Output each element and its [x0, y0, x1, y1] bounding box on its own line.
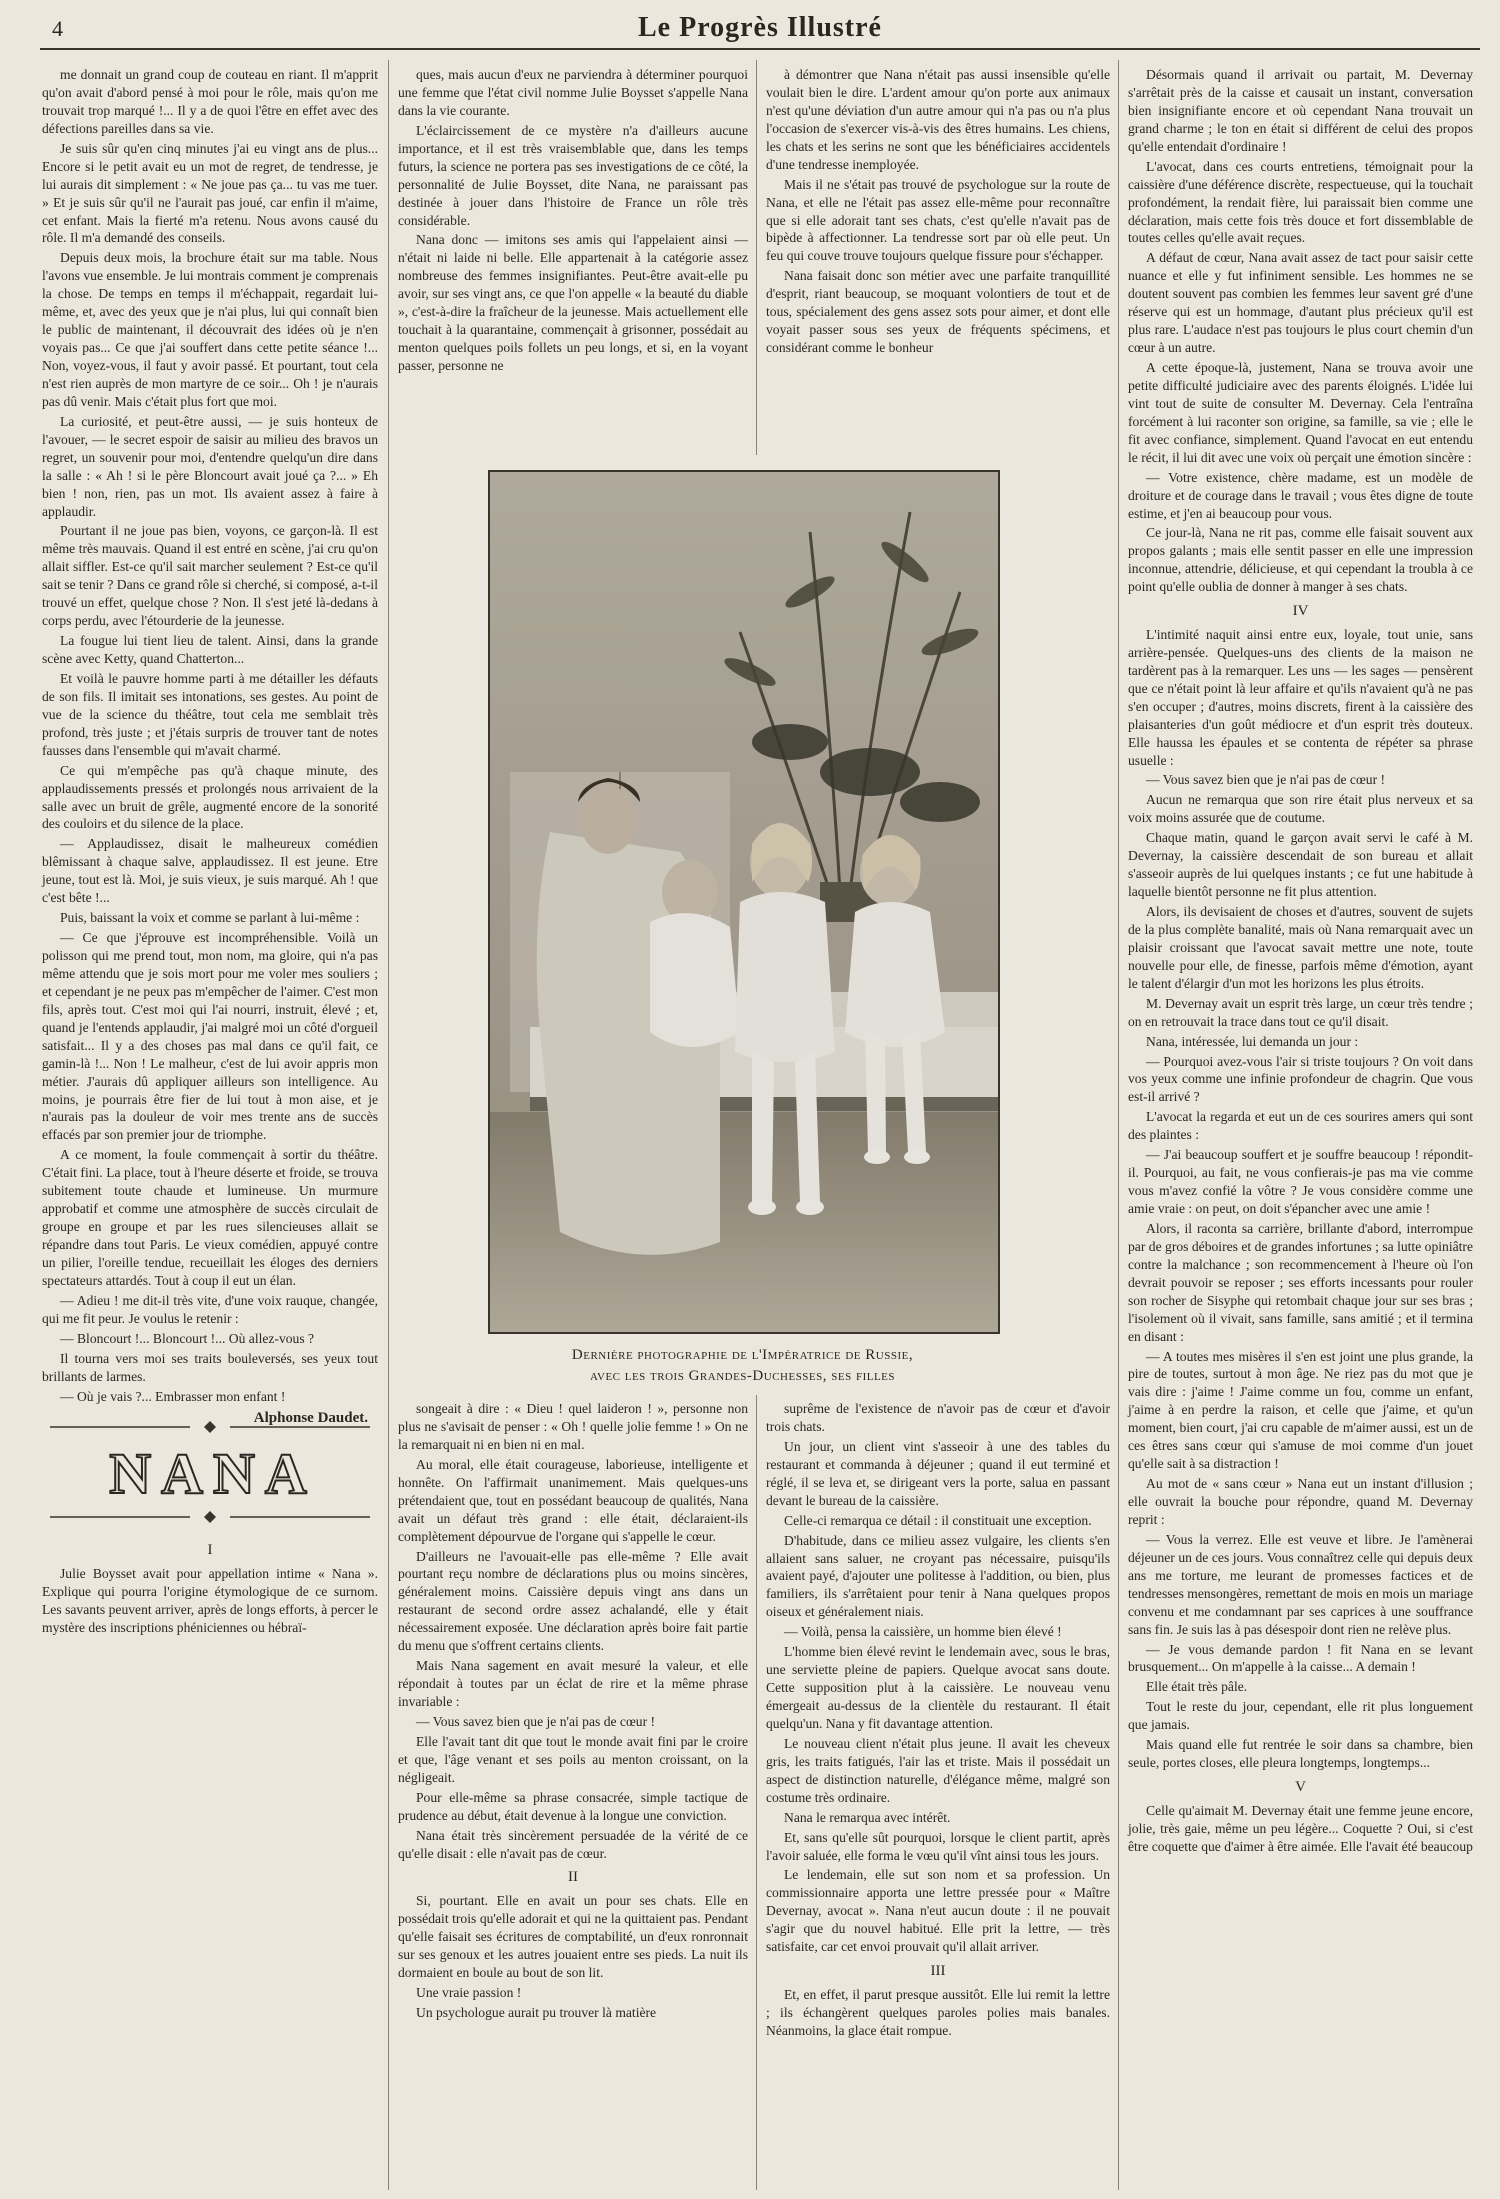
column-rule: [756, 1395, 757, 2190]
paragraph: L'avocat, dans ces courts entretiens, témoignait pour la caissière d'une déférence discrète, respectueuse, qui la touchait profondément, la rendait fière, lui paraissait bien comme une déclaration, mais cette fois très douce et fort dissemblable de toutes celles qu'elle avait reçues.: [1128, 158, 1473, 246]
paragraph: Pourtant il ne joue pas bien, voyons, ce garçon-là. Il est même très mauvais. Quand il est entré en scène, j'ai cru qu'on allait siffler. Est-ce qu'il sait marcher seulement ? Est-ce qu'il sait se tenir ? Dans ce grand rôle si cherché, si composé, a-t-il trouvé un effet, quelque chose ? Non. Il s'est jeté là-dedans à corps perdu, avec l'étourderie de la jeunesse.: [42, 523, 378, 629]
page-header: [40, 10, 1480, 50]
photo-caption: [470, 1345, 1015, 1387]
paragraph: — Bloncourt !... Bloncourt !... Où allez-vous ?: [60, 1330, 315, 1346]
paragraph: La fougue lui tient lieu de talent. Ainsi, dans la grande scène avec Ketty, quand Chatterton...: [42, 633, 378, 666]
paragraph: suprême de l'existence de n'avoir pas de cœur et d'avoir trois chats.: [766, 1401, 1110, 1434]
paragraph: Ce jour-là, Nana ne rit pas, comme elle faisait souvent aux propos galants ; mais elle sentit passer en elle une impression inconnue, attendrie, délicieuse, et qui cependant la troubla à ce point qu'elle oublia de donner à manger à ses chats.: [1128, 525, 1473, 595]
paragraph: Désormais quand il arrivait ou partait, M. Devernay s'arrêtait près de la caisse et causait un instant, conversation bien insignifiante encore et où cependant Nana trouvait un grand charme ; le ton en était si différent de celui des propos qu'elle entendait d'ordinaire !: [1128, 67, 1473, 154]
paragraph: — A toutes mes misères il s'en est joint une plus grande, la pire de toutes, surtout à mon âge. Ne riez pas du mot que je vais dire : j'aime ! J'aime comme un fou, comme un enfant, j'aime à en perdre la raison, et celle que j'aime, et qu'un moment, bien court, j'ai cru capable de m'aimer aussi, est un de ces êtres sans cœur qui s'amuse de moi comme d'un jouet qu'elle sait à sa distraction !: [1128, 1348, 1473, 1472]
paragraph: A cette époque-là, justement, Nana se trouva avoir une petite difficulté judiciaire avec des parents éloignés. L'idée lui vint tout de suite de consulter M. Devernay. Cela l'entraîna forcément à lui raconter son origine, sa famille, sa vie ; elle le fit avec confiance, simplement. Quand l'avocat en eut entendu le récit, il lui dit avec une voix où perçait une émotion sincère :: [1128, 360, 1473, 465]
column-rule: [388, 60, 389, 2190]
paragraph: songeait à dire : « Dieu ! quel laideron ! », personne non plus ne s'avisait de penser : « Oh ! quelle jolie femme ! » On ne la remarquait ni en bien ni en mal.: [398, 1401, 748, 1452]
paragraph: D'ailleurs ne l'avouait-elle pas elle-même ? Elle avait pourtant reçu nombre de déclarations plus ou moins sincères, généralement moins. Caissière depuis vingt ans dans un restaurant de second ordre assez achalandé, elle y était nécessairement exposée. Une déclaration après boire fait partie du menu que s'offrent certains clients.: [398, 1548, 748, 1654]
article-column-nana-3-bottom: [766, 1400, 1110, 2190]
caption-line-2: avec les trois Grandes-Duchesses, ses filles: [589, 1368, 896, 1384]
paragraph: — Vous savez bien que je n'ai pas de cœur !: [416, 1713, 656, 1729]
photograph-empress-and-daughters: [488, 470, 1000, 1334]
paragraph: Une vraie passion !: [416, 1984, 522, 2000]
paragraph: Pour elle-même sa phrase consacrée, simple tactique de prudence au début, était devenue à la longue une conviction.: [398, 1789, 748, 1823]
article-column-nana-2-bottom: [398, 1400, 748, 2190]
paragraph: D'habitude, dans ce milieu assez vulgaire, les clients s'en allaient sans saluer, ne croyant pas nécessaire, puisqu'ils avaient payé, d'ajouter une politesse à l'addition, ou bien, plus familiers, ils s'arrêtaient pour tenir à Nana quelques propos oiseux et généralement niais.: [766, 1532, 1110, 1620]
paragraph: à démontrer que Nana n'était pas aussi insensible qu'elle voulait bien le dire. L'ardent amour qu'on porte aux animaux n'est qu'une déviation d'un autre amour qui n'a pas ou n'a plus l'occasion de s'exercer vis-à-vis des êtres humains. Les chiens, les chats et les serins ne sont que les bénéficiaires accidentels d'une tendresse inemployée.: [766, 67, 1110, 172]
paragraph: Nana donc — imitons ses amis qui l'appelaient ainsi — n'était ni laide ni belle. Elle appartenait à la catégorie assez nombreuse des femmes insignifiantes. Peut-être avait-elle pu avoir, sur ses vingt ans, ce que l'on appelle « la beauté du diable », c'est-à-dire la fraîcheur de la jeunesse. Mais actuellement elle touchait à la quarantaine, commençait à grisonner, possédait au menton quelques poils follets un peu longs, et si, en la voyant passer, personne ne: [398, 232, 748, 373]
paragraph: — Voilà, pensa la caissière, un homme bien élevé !: [784, 1624, 1062, 1640]
paragraph: Mais quand elle fut rentrée le soir dans sa chambre, bien seule, portes closes, elle pleura longtemps, longtemps...: [1128, 1737, 1473, 1771]
paragraph: M. Devernay avait un esprit très large, un cœur très tendre ; on en retrouvait la trace dans tout ce qu'il disait.: [1128, 995, 1473, 1029]
paragraph: Il tourna vers moi ses traits bouleversés, ses yeux tout brillants de larmes.: [42, 1350, 378, 1384]
paragraph: Tout le reste du jour, cependant, elle rit plus longuement que jamais.: [1128, 1699, 1473, 1733]
paragraph: Nana le remarqua avec intérêt.: [784, 1809, 951, 1825]
paragraph: Mais il ne s'était pas trouvé de psychologue sur la route de Nana, et elle ne l'était pas assez elle-même pour reconnaître que si elle adorait tant ses chats, c'est qu'elle n'avait pas de bipède à affectionner. La tendresse sort par où elle peut. Un feu qui couve trouve toujours quelque fissure pour s'échapper.: [766, 176, 1110, 264]
masthead-title: Le Progrès Illustré: [638, 12, 882, 43]
article-column-daudet: [42, 66, 378, 1427]
paragraph: Celle-ci remarqua ce détail : il constituait une exception.: [784, 1512, 1092, 1528]
paragraph: La curiosité, et peut-être aussi, — je suis honteux de l'avouer, — le secret espoir de saisir au milieu des bravos un regret, un souvenir pour moi, d'entendre quelqu'un dire dans la salle : « Ah ! si le père Bloncourt avait joué ça ?... » Eh bien ! non, rien, pas un mot. Ils avaient assez à faire à applaudir.: [42, 413, 378, 519]
section-number: IV: [1292, 603, 1309, 620]
paragraph: — Pourquoi avez-vous l'air si triste toujours ? On voit dans vos yeux comme une infinie profondeur de chagrin. Que vous est-il arrivé ?: [1128, 1053, 1473, 1105]
paragraph: L'homme bien élevé revint le lendemain avec, sous le bras, une serviette pleine de papiers. Quelque avocat sans doute. Cette supposition plut à la caissière. Le nouveau venu émergeait au-dessus de la clientèle du restaurant. Il était quelqu'un. Nana y fit davantage attention.: [766, 1644, 1110, 1731]
paragraph: Elle était très pâle.: [1146, 1679, 1248, 1695]
paragraph: L'éclaircissement de ce mystère n'a d'ailleurs aucune importance, et il est très vraisemblable que, dans les temps futurs, la science ne portera pas ses investigations de ce côté, la personnalité de Julie Boysset, dite Nana, ne paraissant pas destinée à jouer dans l'histoire de France un rôle très considérable.: [398, 122, 748, 228]
paragraph: ques, mais aucun d'eux ne parviendra à déterminer pourquoi une femme que l'état civil nomme Julie Boysset s'appelle Nana dans la vie courante.: [398, 67, 748, 118]
ornamental-divider: [40, 1510, 380, 1524]
paragraph: Au moral, elle était courageuse, laborieuse, intelligente et honnête. On l'affirmait unanimement. Mais quelques-uns prétendaient que, tout en possédant beaucoup de qualités, Nana avait un défaut très grand : elle était, déclaraient-ils complètement dépourvue de l'organe qui s'appelle le cœur.: [398, 1456, 748, 1544]
nana-title: NANA: [109, 1441, 317, 1506]
paragraph: Un psychologue aurait pu trouver là matière: [416, 2004, 657, 2020]
column-rule: [756, 60, 757, 455]
caption-line-1: Dernière photographie de l'Impératrice de Russie,: [571, 1347, 914, 1363]
paragraph: — Où je vais ?... Embrasser mon enfant !: [60, 1388, 286, 1404]
article-column-nana-4: [1128, 66, 1473, 2191]
article-column-nana-3: [766, 66, 1110, 451]
paragraph: Et voilà le pauvre homme parti à me détailler les défauts de son fils. Il imitait ses intonations, ses gestes. Au point de vue de la science du théâtre, tout cela me semblait très profond, très juste ; et j'étais surpris de trouver tant de notes fausses dans l'ensemble qui m'avait charmé.: [42, 670, 378, 758]
paragraph: Et, en effet, il parut presque aussitôt. Elle lui remit la lettre ; ils échangèrent quelques paroles polies mais banales. Néanmoins, la glace était rompue.: [766, 1986, 1110, 2038]
paragraph: L'avocat la regarda et eut un de ces sourires amers qui sont des plaintes :: [1128, 1109, 1473, 1143]
paragraph: Si, pourtant. Elle en avait un pour ses chats. Elle en possédait trois qu'elle adorait et qui ne la quittaient pas. Pendant qu'elle faisait ses écritures de comptabilité, un d'eux ronronnait sur ses genoux et les autres jouaient entre ses pieds. La nuit ils dormaient en boule au bout de son lit.: [398, 1893, 748, 1980]
paragraph: — Ce que j'éprouve est incompréhensible. Voilà un polisson qui me prend tout, mon nom, ma gloire, qui n'a pas même attendu que je sois mort pour me voler mes souliers ; et cependant je ne peux pas m'empêcher de l'aimer. C'est mon fils, après tout. C'est moi qui l'ai nourri, instruit, élevé ; et, quand je l'entends applaudir, j'ai malgré moi un côté d'orgueil satisfait... Il y a des choses pas mal dans ce qu'il fait, ce gamin-là !... Non ! Le malheur, c'est de lui avoir appris mon métier. J'aurais dû appliquer ailleurs son intelligence. Au moins, je pourrais être fier de lui tout à mon aise, et je n'aurais pas la douleur de voir mes trente ans de succès effacés par son premier jour de triomphe.: [42, 930, 378, 1143]
paragraph: L'intimité naquit ainsi entre eux, loyale, tout unie, sans arrière-pensée. Quelques-uns des clients de la maison ne tardèrent pas à la remarquer. Les uns — les sages — pensèrent que ce n'était point là leur affaire et qu'ils n'avaient qu'à ne pas s'en occuper ; d'autres, moins discrets, firent à la caissière des plaisanteries d'un goût médiocre et d'un esprit très douteux. Elle haussa les épaules et se contenta de répéter sa phrase usuelle :: [1128, 626, 1473, 768]
paragraph: Nana faisait donc son métier avec une parfaite tranquillité d'esprit, riant beaucoup, se moquant volontiers de tout et de tous, spécialement des gens assez sots pour aimer, et dont elle voyait passer sous ses yeux de fréquents spécimens, et considérant comme le bonheur: [766, 268, 1110, 356]
paragraph: Mais Nana sagement en avait mesuré la valeur, et elle répondait à toutes par un éclat de rire et la même phrase invariable :: [398, 1658, 748, 1709]
paragraph: Julie Boysset avait pour appellation intime « Nana ». Explique qui pourra l'origine étymologique de ce surnom. Les savants peuvent arriver, après de longs efforts, à percer le mystère des inscriptions phéniciennes ou hébraï-: [42, 1565, 378, 1635]
paragraph: — Vous la verrez. Elle est veuve et libre. Je l'amènerai déjeuner un de ces jours. Vous connaîtrez celle qui depuis deux ans me torture, me leurant de promesses factices et de tendresses mensongères, remettant de mois en mois un mariage convenu et me condamnant par ses caprices à une souffrance sans fin. Je suis las à pas désespoir dont rien ne relève plus.: [1128, 1531, 1473, 1637]
section-number: III: [930, 1963, 946, 1980]
nana-intro-block: [42, 1535, 378, 1655]
paragraph: Alors, ils devisaient de choses et d'autres, souvent de sujets de la plus complète banalité, mais où Nana remarquait avec un plaisir croissant que l'avocat savait mettre une note, toute nouvelle pour elle, de finesse, parfois même d'émotion, ayant le talent d'élargir d'un mot les horizons les plus étroits.: [1128, 904, 1473, 991]
article-column-nana-2: [398, 66, 748, 451]
paragraph: Nana, intéressée, lui demanda un jour :: [1146, 1033, 1359, 1049]
paragraph: — Votre existence, chère madame, est un modèle de droiture et de courage dans le travail ; vous êtes digne de toute estime, et j'en ai beaucoup pour vous.: [1128, 469, 1473, 521]
paragraph: A défaut de cœur, Nana avait assez de tact pour saisir cette nuance et elle y fut infiniment sensible. Les hommes ne se doutent souvent pas combien les femmes leur savent gré d'une réserve qui est un hommage, d'autant plus précieux qu'il est plus rare. L'audace n'est pas toujours le plus court chemin d'un cœur à un autre.: [1128, 250, 1473, 356]
page-number: 4: [52, 16, 63, 41]
paragraph: Depuis deux mois, la brochure était sur ma table. Nous l'avons vue ensemble. Je lui montrais comment je comprenais la chose. De temps en temps il m'échappait, regardait lui-même, et, avec des yeux que je n'ai plus, lui qui connaît bien le public de maintenant, il découvrait des idées où je n'en voyais pas... Ce que j'ai souffert dans cette petite séance !... Non, voyez-vous, il faut y avoir passé. Et pourtant, tout cela n'est rien auprès de mon martyre de ce soir... Oh ! je n'aurais pas dû venir. Mais c'était plus fort que moi.: [42, 250, 378, 409]
paragraph: — Applaudissez, disait le malheureux comédien blêmissant à chaque salve, applaudissez. Il est jeune. Etre jeune, tout est là. Moi, je suis vieux, je suis marqué. Ah ! que c'est bête !...: [42, 836, 378, 906]
paragraph: Et, sans qu'elle sût pourquoi, lorsque le client partit, après l'avoir saluée, elle forma le vœu qu'il vînt ainsi tous les jours.: [766, 1829, 1110, 1863]
paragraph: Au mot de « sans cœur » Nana eut un instant d'illusion ; elle ouvrait la bouche pour répondre, quand M. Devernay reprit :: [1128, 1476, 1473, 1527]
paragraph: Je suis sûr qu'en cinq minutes j'ai eu vingt ans de plus... Encore si le petit avait eu un mot de regret, de tendresse, je lui aurais dit simplement : « Ne joue pas ça... tu vas me tuer. » Et je suis sûr qu'il ne l'aurait pas joué, car enfin il m'aime, cet enfant. Mais la fierté m'a retenu. Nous avons causé du rôle. Il m'a demandé des conseils.: [42, 140, 378, 246]
paragraph: A ce moment, la foule commençait à sortir du théâtre. C'était fini. La place, tout à l'heure déserte et froide, se trouva subitement toute chaude et lumineuse. Un murmure approbatif et comme une atmosphère de succès circulait de groupe en groupe et par les rues silencieuses allait se répandre dans tout Paris. Le vieux comédien, appuyé contre un pilier, l'oreille tendue, recueillait les éloges des derniers spectateurs attardés. Tout à coup il eut un élan.: [42, 1147, 378, 1288]
paragraph: Alors, il raconta sa carrière, brillante d'abord, interrompue par de gros déboires et de grandes infortunes ; sa lutte opiniâtre contre la malchance ; son recommencement à l'heure où l'on devrait pouvoir se reposer ; ses efforts incessants pour rouler son rocher de Sisyphe qui retombait chaque jour sur ses bras ; l'isolement où il vivait, sans famille, sans amitié ; et il termina en disant :: [1128, 1220, 1473, 1344]
paragraph: Nana était très sincèrement persuadée de la vérité de ce qu'elle disait : elle n'avait pas de cœur.: [398, 1827, 748, 1861]
paragraph: Celle qu'aimait M. Devernay était une femme jeune encore, jolie, très gaie, même un peu légère... Coquette ? Oui, si c'est être coquette que d'aimer à être aimée. Elle l'avait été beaucoup: [1128, 1802, 1473, 1854]
paragraph: Un jour, un client vint s'asseoir à une des tables du restaurant et commanda à déjeuner ; quand il eut terminé et réglé, il se leva et, se dirigeant vers la porte, salua en passant devant le bureau de la caissière.: [766, 1438, 1110, 1508]
photo-illustration: [490, 472, 998, 1332]
paragraph: — J'ai beaucoup souffert et je souffre beaucoup ! répondit-il. Pourquoi, au fait, ne vous confierais-je pas ma vie comme vous m'avez confié la vôtre ? Je vous considère comme une amie vraie : on peut, on doit s'épancher avec une amie !: [1128, 1147, 1473, 1217]
paragraph: me donnait un grand coup de couteau en riant. Il m'apprit qu'on avait d'abord pensé à moi pour le rôle, mais qu'on me trouvait trop marqué !... Il y a de quoi l'être en effet avec des défections pareilles dans sa vie.: [42, 67, 378, 136]
paragraph: Le lendemain, elle sut son nom et sa profession. Un commissionnaire apporta une lettre pressée pour « Maître Devernay, avocat ». Nana n'eut aucun doute : il ne pouvait s'agir que du nouvel habitué. Elle prit la lettre, — très satisfaite, car cet envoi prouvait qu'il allait arriver.: [766, 1867, 1110, 1955]
paragraph: — Adieu ! me dit-il très vite, d'une voix rauque, changée, qui me fit peur. Je voulus le retenir :: [42, 1292, 378, 1326]
paragraph: Puis, baissant la voix et comme se parlant à lui-même :: [60, 910, 360, 926]
paragraph: — Vous savez bien que je n'ai pas de cœur !: [1146, 772, 1386, 788]
section-number: I: [207, 1542, 213, 1558]
paragraph: Le nouveau client n'était plus jeune. Il avait les cheveux gris, les traits fatigués, l'air las et triste. Mais il possédait un aspect de distinction naturelle, d'élégance même, malgré son costume très ordinaire.: [766, 1735, 1110, 1805]
paragraph: Chaque matin, quand le garçon avait servi le café à M. Devernay, la caissière descendait de son bureau et allait s'asseoir auprès de lui quelques instants ; ce fut une habitude à laquelle bientôt personne ne fit plus attention.: [1128, 830, 1473, 900]
section-number: V: [1295, 1779, 1306, 1796]
section-number: II: [568, 1869, 578, 1886]
paragraph: — Je vous demande pardon ! fit Nana en se levant brusquement... On m'appelle à la caisse... A demain !: [1128, 1641, 1473, 1675]
author-signature: Alphonse Daudet.: [253, 1410, 368, 1427]
ornamental-divider: [40, 1420, 380, 1434]
paragraph: Aucun ne remarqua que son rire était plus nerveux et sa voix moins assurée que de coutume.: [1128, 792, 1473, 826]
paragraph: Elle l'avait tant dit que tout le monde avait fini par le croire et que, l'âge venant et ses poils au menton croissant, on la négligeait.: [398, 1733, 748, 1785]
paragraph: Ce qui m'empêche pas qu'à chaque minute, des applaudissements pressés et prolongés nous arrivaient de la salle avec un bruit de grêle, augmenté encore de la sonorité des couloirs et du silence de la place.: [42, 762, 378, 832]
column-rule: [1118, 60, 1119, 2190]
